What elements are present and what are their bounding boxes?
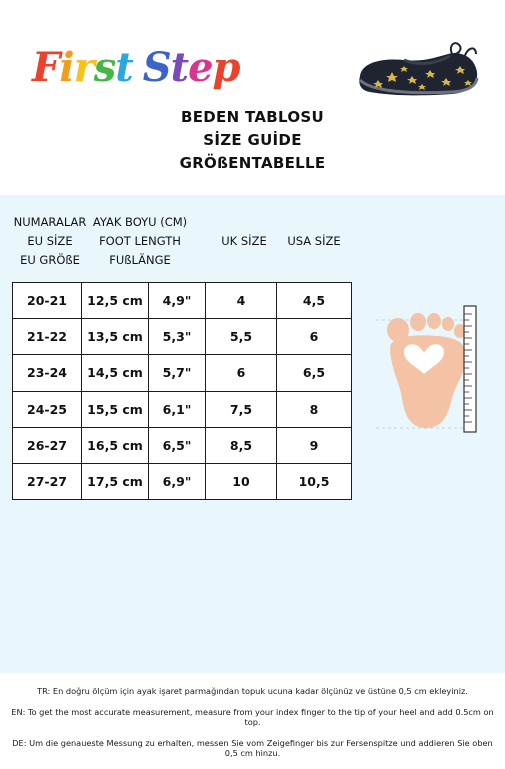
header <box>0 0 505 195</box>
logo-letter: e <box>188 44 213 91</box>
header-line: EU SİZE <box>27 234 73 248</box>
cell-eu: 27-27 <box>13 463 82 499</box>
cell-eu: 23-24 <box>13 355 82 391</box>
cell-cm: 15,5 cm <box>82 391 149 427</box>
cell-uk: 8,5 <box>206 427 277 463</box>
column-header-eu-size <box>8 213 92 270</box>
cell-cm: 13,5 cm <box>82 319 149 355</box>
cell-eu: 20-21 <box>13 283 82 319</box>
cell-uk: 4 <box>206 283 277 319</box>
cell-cm: 14,5 cm <box>82 355 149 391</box>
cell-cm: 16,5 cm <box>82 427 149 463</box>
table-row <box>13 427 352 463</box>
logo-letter: t <box>115 44 133 91</box>
header-line: EU GRÖßE <box>20 253 80 267</box>
header-line: FUßLÄNGE <box>109 253 171 267</box>
cell-eu: 21-22 <box>13 319 82 355</box>
cell-eu: 26-27 <box>13 427 82 463</box>
cell-inch: 6,9" <box>149 463 206 499</box>
cell-inch: 5,3" <box>149 319 206 355</box>
cell-uk: 7,5 <box>206 391 277 427</box>
table-row <box>13 319 352 355</box>
size-table <box>12 282 352 500</box>
logo-letter: i <box>59 44 74 91</box>
cell-uk: 6 <box>206 355 277 391</box>
header-line: FOOT LENGTH <box>99 234 181 248</box>
column-header-foot-length <box>90 213 190 270</box>
cell-cm: 17,5 cm <box>82 463 149 499</box>
cell-inch: 5,7" <box>149 355 206 391</box>
cell-inch: 6,5" <box>149 427 206 463</box>
header-line: NUMARALAR <box>13 215 87 229</box>
title-tr: BEDEN TABLOSU <box>181 108 324 126</box>
title-block <box>0 106 505 175</box>
logo-letter: S <box>142 44 171 91</box>
cell-usa: 4,5 <box>277 283 352 319</box>
logo-letter: r <box>73 44 94 91</box>
logo-letter: p <box>212 44 240 91</box>
cell-inch: 4,9" <box>149 283 206 319</box>
cell-usa: 6 <box>277 319 352 355</box>
logo-letter: s <box>93 44 116 91</box>
title-en: SİZE GUİDE <box>203 131 302 149</box>
cell-uk: 5,5 <box>206 319 277 355</box>
cell-usa: 8 <box>277 391 352 427</box>
brand-logo <box>32 44 240 91</box>
logo-letter: t <box>170 44 189 91</box>
foot-measurement-illustration <box>376 300 478 438</box>
header-line: AYAK BOYU (CM) <box>92 215 188 229</box>
cell-usa: 10,5 <box>277 463 352 499</box>
note-tr: TR: En doğru ölçüm için ayak işaret parmağından topuk ucuna kadar ölçünüz ve üstüne 0,5 cm ekleyiniz. <box>37 686 468 696</box>
cell-eu: 24-25 <box>13 391 82 427</box>
table-row <box>13 283 352 319</box>
baby-shoe-image <box>352 36 484 102</box>
column-header-usa-size: USA SİZE <box>287 234 341 248</box>
cell-usa: 6,5 <box>277 355 352 391</box>
cell-usa: 9 <box>277 427 352 463</box>
table-row <box>13 463 352 499</box>
cell-uk: 10 <box>206 463 277 499</box>
cell-inch: 6,1" <box>149 391 206 427</box>
logo-letter: F <box>32 44 60 91</box>
note-de: DE: Um die genaueste Messung zu erhalten, messen Sie vom Zeigefinger bis zur Fersenspitze und addieren Sie oben 0,5 cm hinzu. <box>12 738 493 758</box>
title-de: GRÖßENTABELLE <box>179 154 326 172</box>
column-header-uk-size: UK SİZE <box>221 234 267 248</box>
table-row <box>13 355 352 391</box>
note-en: EN: To get the most accurate measurement, measure from your index finger to the tip of your heel and add 0.5cm on top. <box>11 707 494 727</box>
table-row <box>13 391 352 427</box>
cell-cm: 12,5 cm <box>82 283 149 319</box>
